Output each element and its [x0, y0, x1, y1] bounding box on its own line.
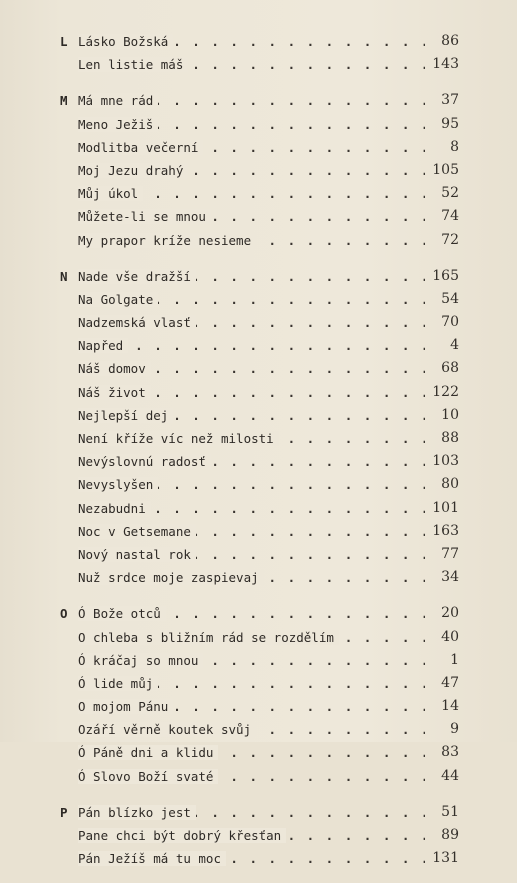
page-number: 80	[441, 476, 459, 493]
entry-title	[78, 311, 200, 334]
entry-title-text: Nadzemská vlasť	[78, 315, 196, 330]
section-letter: O	[60, 606, 68, 622]
entry-title	[78, 649, 207, 672]
entry-title	[78, 543, 200, 566]
page-number: 47	[441, 674, 459, 691]
entry-title	[78, 741, 222, 764]
entry-title	[78, 357, 155, 380]
index-entry	[0, 89, 517, 112]
index-entry	[0, 288, 517, 311]
entry-title-text: Ó Páně dni a klidu	[78, 745, 218, 760]
entry-title-text: Nejlepší dej	[78, 408, 173, 423]
entry-title	[78, 404, 177, 427]
index-entry	[0, 404, 517, 427]
index-entry	[0, 159, 517, 182]
entry-title-text: Nuž srdce moje zaspievaj	[78, 570, 264, 585]
entry-title-text: Moj Jezu drahý	[78, 163, 188, 178]
index-group-l	[0, 30, 517, 76]
index-entry	[0, 450, 517, 473]
section-letter: P	[60, 804, 68, 820]
index-entry	[0, 357, 517, 380]
entry-title	[78, 30, 177, 53]
entry-title	[78, 695, 177, 718]
entry-title-text: Len listie máš	[78, 57, 188, 72]
entry-title-text: Nade vše dražší	[78, 269, 196, 284]
entry-title-text: Náš domov	[78, 361, 151, 376]
index-entry	[0, 30, 517, 53]
entry-title	[78, 626, 343, 649]
page-number: 8	[450, 138, 459, 155]
entry-title	[78, 89, 162, 112]
entry-title	[78, 672, 162, 695]
entry-title-text: Pán Ježíš má tu moc	[78, 851, 226, 866]
page-number: 143	[432, 56, 459, 73]
entry-title	[78, 847, 230, 870]
page-number: 95	[441, 115, 459, 132]
page-number: 34	[441, 569, 459, 586]
entry-title-text: Pane chci být dobrý křesťan	[78, 828, 286, 843]
entry-title	[78, 473, 162, 496]
entry-title-text: Ó kráčaj so mnou	[78, 653, 203, 668]
entry-title-text: Modlitba večerní	[78, 140, 203, 155]
page-number: 51	[441, 803, 459, 820]
entry-title-text: Nezabudni	[78, 501, 151, 516]
page-number: 101	[432, 499, 459, 516]
index-entry	[0, 497, 517, 520]
index-entry	[0, 334, 517, 357]
page-number: 83	[441, 744, 459, 761]
page-number: 44	[441, 767, 459, 784]
page-number: 165	[432, 267, 459, 284]
index-entry	[0, 801, 517, 824]
entry-title	[78, 450, 215, 473]
entry-title-text: Můžete-li se mnou	[78, 209, 211, 224]
index-group-p	[0, 801, 517, 871]
section-letter: L	[60, 34, 68, 49]
entry-title-text: Nevýslovnú radosť	[78, 454, 211, 469]
entry-title-text: Můj úkol	[78, 186, 143, 201]
entry-title	[78, 136, 207, 159]
entry-title	[78, 288, 162, 311]
entry-title	[78, 718, 260, 741]
entry-title	[78, 765, 222, 788]
index-entry	[0, 182, 517, 205]
index-entry	[0, 741, 517, 764]
index-group-o	[0, 602, 517, 788]
entry-title-text: Ozáří věrně koutek svůj	[78, 722, 256, 737]
index-entry	[0, 311, 517, 334]
entry-title-text: My prapor kríže nesieme	[78, 233, 256, 248]
index-entry	[0, 649, 517, 672]
page-number: 1	[450, 651, 459, 668]
entry-title-text: Ó Bože otců	[78, 606, 166, 621]
entry-title	[78, 801, 200, 824]
index-entry	[0, 695, 517, 718]
section-letter: M	[60, 93, 68, 109]
index-group-m	[0, 89, 517, 251]
entry-title-text: Není kříže víc než milosti	[78, 431, 279, 446]
page-number: 37	[441, 92, 459, 109]
page-number: 74	[441, 208, 459, 225]
page-number: 163	[432, 522, 459, 539]
page-number: 131	[432, 850, 459, 867]
entry-title	[78, 602, 170, 625]
index-entry	[0, 765, 517, 788]
index-entry	[0, 473, 517, 496]
entry-title-text: Náš život	[78, 385, 151, 400]
page-number: 10	[441, 406, 459, 423]
index-entry	[0, 566, 517, 589]
page-number: 89	[441, 827, 459, 843]
page-number: 54	[441, 290, 459, 307]
index-entry	[0, 847, 517, 870]
entry-title-text: Na Golgate	[78, 292, 158, 307]
section-letter: N	[60, 268, 68, 284]
page-number: 68	[441, 360, 459, 377]
entry-title	[78, 113, 162, 136]
page-number: 103	[432, 453, 459, 470]
entry-title	[78, 824, 290, 847]
index-entry	[0, 718, 517, 741]
index-entry	[0, 136, 517, 159]
entry-title-text: Nevyslyšen	[78, 477, 158, 492]
page-number: 86	[441, 33, 459, 49]
entry-title	[78, 265, 200, 288]
entry-title	[78, 427, 283, 450]
entry-title	[78, 159, 192, 182]
page-number: 88	[441, 430, 459, 446]
index-entry	[0, 427, 517, 450]
page-number: 72	[441, 231, 459, 248]
entry-title	[78, 182, 147, 205]
index-entry	[0, 824, 517, 847]
entry-title-text: Lásko Božská	[78, 34, 173, 49]
index-entry	[0, 229, 517, 252]
page-number: 105	[432, 161, 459, 178]
entry-title	[78, 520, 200, 543]
index-entry	[0, 626, 517, 649]
page-number: 20	[441, 605, 459, 622]
entry-title	[78, 53, 192, 76]
index-entry	[0, 602, 517, 625]
entry-title	[78, 497, 155, 520]
index-entry	[0, 205, 517, 228]
page-number: 77	[441, 545, 459, 562]
page-number: 40	[441, 628, 459, 645]
index-entry	[0, 672, 517, 695]
entry-title	[78, 334, 132, 357]
index-entry	[0, 543, 517, 566]
page-number: 14	[441, 698, 459, 715]
page-number: 4	[450, 337, 459, 354]
entry-title	[78, 566, 268, 589]
entry-title-text: Ó Slovo Boží svaté	[78, 769, 218, 784]
index-group-n	[0, 265, 517, 590]
index-entry	[0, 53, 517, 76]
entry-title-text: Noc v Getsemane	[78, 524, 196, 539]
index-entry	[0, 381, 517, 404]
page-number: 52	[441, 185, 459, 202]
index-entry	[0, 113, 517, 136]
entry-title	[78, 229, 260, 252]
page-number: 70	[441, 314, 459, 331]
song-index	[0, 30, 517, 883]
page-number: 9	[450, 721, 459, 738]
entry-title-text: O mojom Pánu	[78, 699, 173, 714]
entry-title-text: Napřed	[78, 338, 128, 353]
entry-title-text: O chleba s bližním rád se rozdělím	[78, 630, 339, 645]
entry-title-text: Meno Ježiš	[78, 117, 158, 132]
entry-title-text: Má mne rád	[78, 93, 158, 108]
index-entry	[0, 520, 517, 543]
entry-title-text: Ó lide můj	[78, 676, 158, 691]
entry-title-text: Nový nastal rok	[78, 547, 196, 562]
index-entry	[0, 265, 517, 288]
entry-title	[78, 205, 215, 228]
page-number: 122	[432, 383, 459, 400]
entry-title-text: Pán blízko jest	[78, 805, 196, 820]
entry-title	[78, 381, 155, 404]
